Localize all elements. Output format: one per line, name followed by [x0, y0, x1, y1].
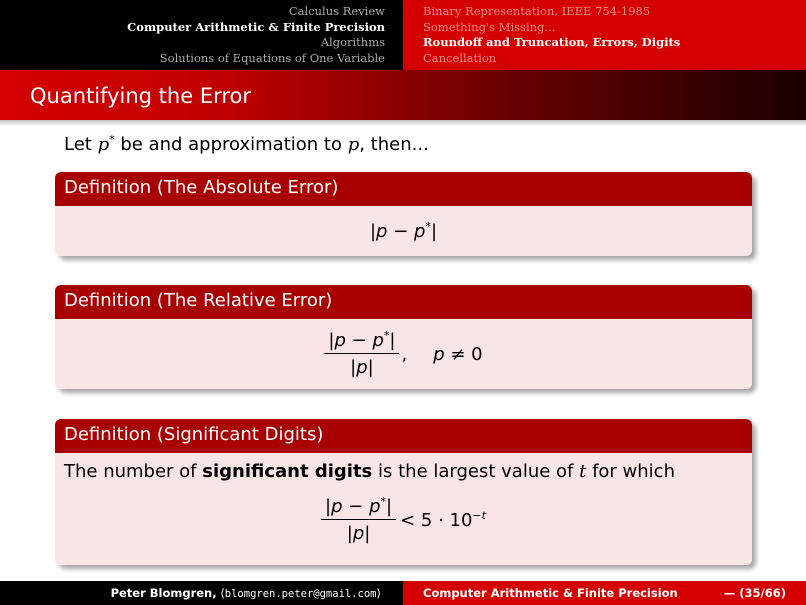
intro-suffix: , then...	[359, 134, 429, 155]
rel-den-close: |	[367, 357, 374, 378]
cond-p: p	[433, 343, 445, 365]
abs-close: |	[430, 220, 438, 242]
sig-num-close: |	[386, 496, 393, 517]
sig-num-minus: −	[342, 496, 370, 517]
nav-item-algorithms[interactable]: Algorithms	[320, 35, 385, 49]
nav-subsections	[403, 0, 806, 70]
sig-num-p-star: p	[369, 496, 381, 517]
fraction-numerator	[321, 496, 396, 520]
footer-rangle: ⟩	[376, 586, 381, 600]
sig-suffix: for which	[586, 461, 675, 482]
block-body	[55, 319, 752, 389]
significant-digits-text	[55, 453, 752, 482]
sig-middle: is the largest value of	[372, 461, 580, 482]
rel-den-open: |	[350, 357, 357, 378]
nav-item-somethings-missing[interactable]: Something's Missing...	[423, 19, 556, 34]
sig-den-open: |	[346, 523, 353, 544]
footer-section	[403, 581, 806, 605]
block-title: Definition (The Relative Error)	[55, 285, 752, 319]
rel-num-p-star: p	[372, 330, 384, 351]
nav-item-binary-representation[interactable]: Binary Representation, IEEE 754-1985	[423, 4, 651, 18]
abs-star: *	[425, 219, 431, 233]
rel-num-minus: −	[345, 330, 373, 351]
relative-error-comma: ,	[401, 343, 408, 365]
sig-den-p: p	[352, 523, 365, 544]
intro-middle: be and approximation to	[114, 134, 348, 155]
footer-email[interactable]: blomgren.peter@gmail.com	[224, 588, 377, 600]
nav-item-cancellation[interactable]: Cancellation	[423, 50, 497, 65]
sig-var-t: t	[579, 461, 587, 482]
sig-bold: significant digits	[202, 461, 373, 482]
sig-num-open: |	[325, 496, 332, 517]
nav-item-roundoff-truncation[interactable]: Roundoff and Truncation, Errors, Digits	[423, 35, 681, 49]
definition-significant-digits	[55, 419, 752, 565]
definition-absolute-error	[55, 172, 752, 256]
rel-num-open: |	[328, 330, 335, 351]
rel-den-p: p	[356, 357, 368, 378]
relative-error-fraction	[324, 330, 399, 378]
sig-den-close: |	[364, 523, 371, 544]
footer-author	[0, 581, 403, 605]
abs-p-star: p	[414, 220, 426, 242]
absolute-error-formula	[370, 221, 437, 242]
intro-prefix: Let	[64, 134, 98, 155]
footer-langle: ⟨	[216, 586, 225, 600]
footer-section-title: Computer Arithmetic & Finite Precision	[423, 586, 678, 600]
footer-page-number: — (35/66)	[723, 586, 786, 600]
fraction-denominator	[343, 520, 375, 544]
block-body	[55, 206, 752, 256]
rel-num-p: p	[334, 330, 346, 351]
cond-rel: ≠ 0	[444, 343, 483, 365]
significant-digits-formula	[55, 496, 752, 544]
frame-title: Quantifying the Error	[30, 84, 252, 108]
relative-error-condition	[433, 344, 482, 365]
rel-num-star: *	[383, 329, 390, 342]
sig-prefix: The number of	[64, 461, 203, 482]
frame-title-bar	[0, 70, 806, 120]
intro-var-p-star: p	[97, 134, 110, 155]
fraction-numerator	[324, 330, 399, 354]
significant-digits-rhs	[400, 510, 486, 531]
sig-rhs-exp: −t	[472, 508, 486, 522]
significant-digits-fraction	[321, 496, 396, 544]
footer-author-name: Peter Blomgren,	[110, 586, 217, 600]
rel-num-close: |	[389, 330, 396, 351]
intro-sentence	[64, 134, 429, 155]
abs-open: |	[369, 220, 377, 242]
block-title: Definition (The Absolute Error)	[55, 172, 752, 206]
sig-num-p: p	[331, 496, 343, 517]
sig-rhs: < 5 · 10	[400, 509, 473, 531]
footer	[0, 581, 806, 605]
intro-var-p: p	[347, 134, 360, 155]
block-title: Definition (Significant Digits)	[55, 419, 752, 453]
abs-minus: −	[387, 220, 415, 242]
intro-star: *	[109, 133, 115, 146]
nav-sections	[0, 0, 403, 70]
top-navigation	[0, 0, 806, 70]
fraction-denominator	[346, 354, 378, 378]
block-body	[55, 453, 752, 565]
abs-p: p	[376, 220, 388, 242]
nav-item-calculus-review[interactable]: Calculus Review	[288, 4, 385, 18]
definition-relative-error	[55, 285, 752, 389]
nav-item-computer-arithmetic[interactable]: Computer Arithmetic & Finite Precision	[127, 19, 385, 34]
nav-item-solutions-of-equations[interactable]: Solutions of Equations of One Variable	[159, 50, 385, 65]
sig-num-star: *	[380, 495, 387, 508]
title-shadow	[0, 120, 806, 126]
